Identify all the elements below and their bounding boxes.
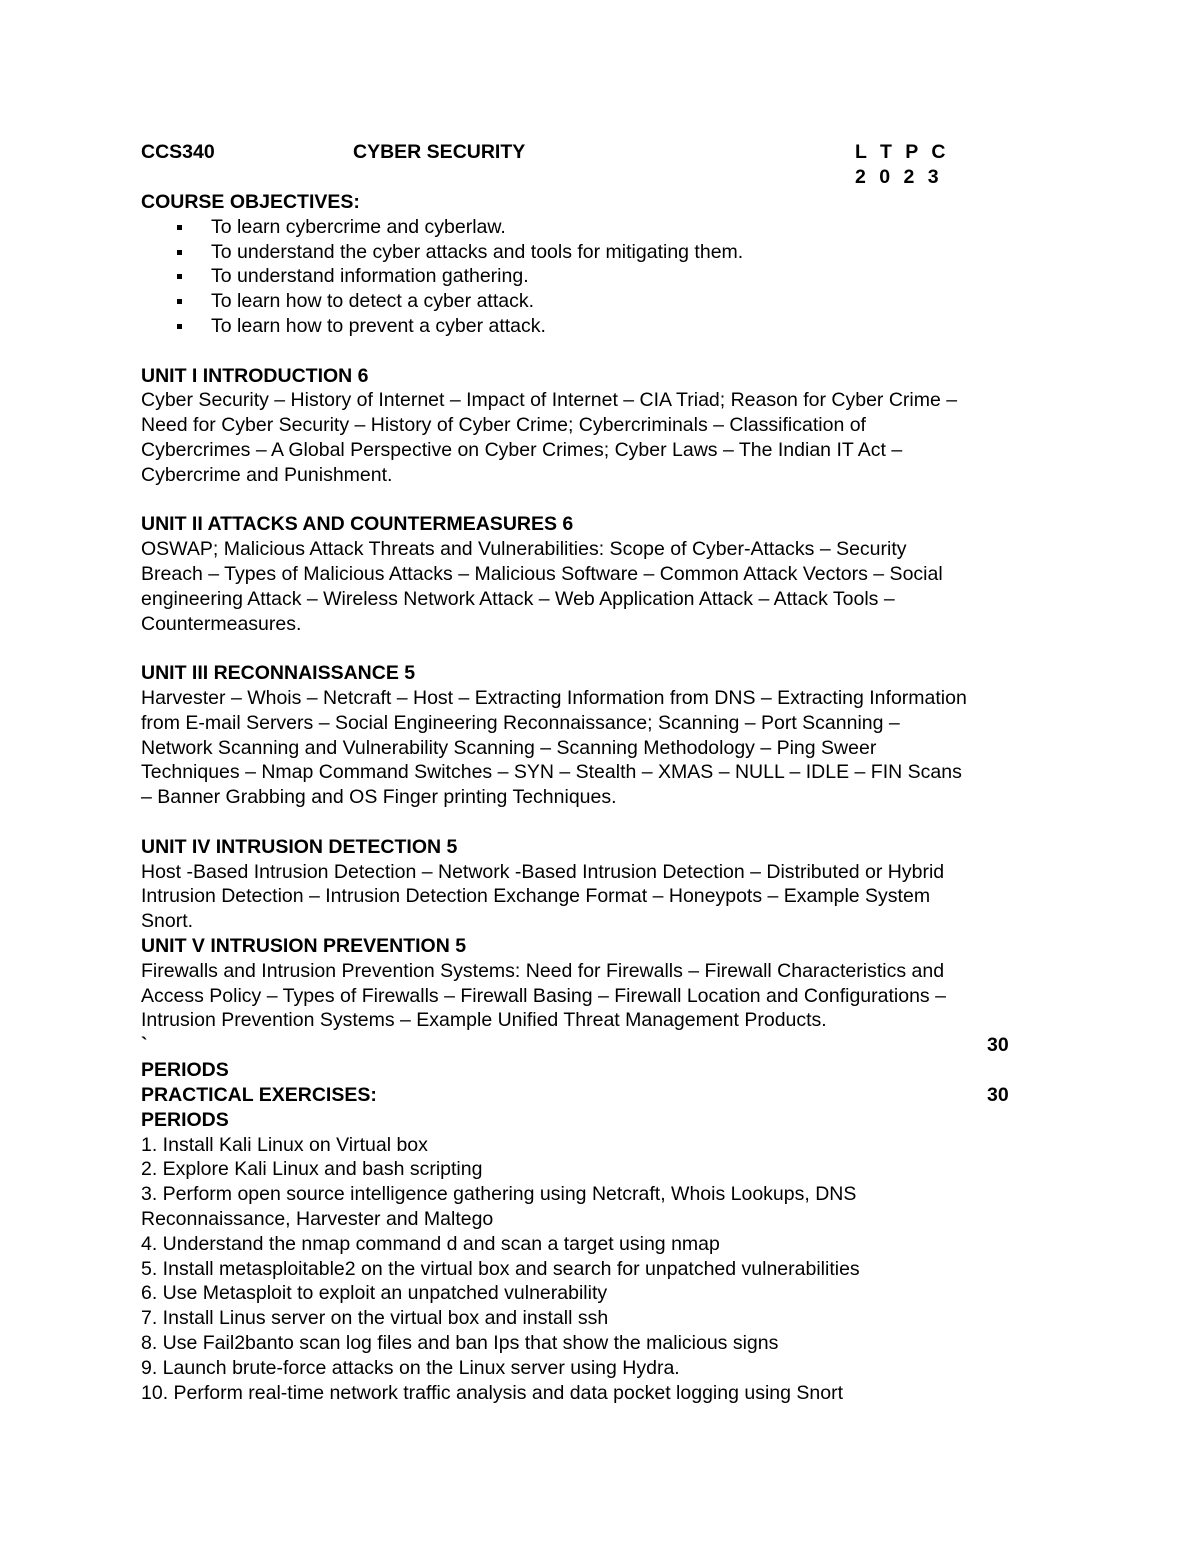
practical-heading-row bbox=[141, 1083, 1066, 1108]
unit-heading: UNIT I INTRODUCTION 6 bbox=[141, 364, 369, 387]
objective-item bbox=[141, 215, 1066, 240]
unit-line: Cybercrime and Punishment. bbox=[141, 463, 393, 486]
unit-line: Firewalls and Intrusion Prevention Systems: Need for Firewalls – Firewall Characteristics and bbox=[141, 959, 945, 982]
course-title: CYBER SECURITY bbox=[353, 141, 526, 163]
objective-item bbox=[141, 240, 1066, 265]
exercise-item: 6. Use Metasploit to exploit an unpatched vulnerability bbox=[141, 1282, 608, 1305]
objective-item bbox=[141, 314, 1066, 339]
exercise-item: 7. Install Linus server on the virtual box and install ssh bbox=[141, 1307, 609, 1330]
practical-heading: PRACTICAL EXERCISES: bbox=[141, 1083, 377, 1106]
objective-item bbox=[141, 264, 1066, 289]
unit-line: Network Scanning and Vulnerability Scanning – Scanning Methodology – Ping Sweer bbox=[141, 736, 877, 759]
exercise-item: 3. Perform open source intelligence gathering using Netcraft, Whois Lookups, DNS bbox=[141, 1183, 857, 1206]
exercise-item: 8. Use Fail2banto scan log files and ban Ips that show the malicious signs bbox=[141, 1332, 779, 1355]
unit-line: Snort. bbox=[141, 910, 194, 933]
practical-periods-label: PERIODS bbox=[141, 1108, 229, 1131]
unit-5 bbox=[141, 934, 1066, 1033]
unit-line: Cybercrimes – A Global Perspective on Cyber Crimes; Cyber Laws – The Indian IT Act – bbox=[141, 438, 903, 461]
unit-heading: UNIT V INTRUSION PREVENTION 5 bbox=[141, 934, 467, 957]
practical-periods-count: 30 bbox=[987, 1083, 1009, 1106]
objective-text: To learn cybercrime and cyberlaw. bbox=[211, 215, 506, 238]
unit-line: Harvester – Whois – Netcraft – Host – Extracting Information from DNS – Extracting Information bbox=[141, 686, 967, 709]
objectives-list bbox=[141, 215, 1066, 339]
objective-item bbox=[141, 289, 1066, 314]
unit-2 bbox=[141, 512, 1066, 636]
exercise-item: 10. Perform real-time network traffic analysis and data pocket logging using Snort bbox=[141, 1381, 843, 1404]
bullet-icon bbox=[177, 225, 182, 230]
bullet-icon bbox=[177, 274, 182, 279]
unit-1 bbox=[141, 364, 1066, 488]
ltpc-label: L T P C bbox=[855, 141, 950, 163]
unit-3 bbox=[141, 661, 1066, 810]
unit-line: Intrusion Prevention Systems – Example Unified Threat Management Products. bbox=[141, 1009, 827, 1032]
unit-line: – Banner Grabbing and OS Finger printing Techniques. bbox=[141, 786, 617, 809]
unit-line: Countermeasures. bbox=[141, 612, 302, 635]
unit-line: from E-mail Servers – Social Engineering Reconnaissance; Scanning – Port Scanning – bbox=[141, 711, 900, 734]
theory-periods-count: 30 bbox=[987, 1034, 1009, 1057]
credits-values: 2 0 2 3 bbox=[855, 166, 943, 188]
bullet-icon bbox=[177, 299, 182, 304]
unit-line: Techniques – Nmap Command Switches – SYN – Stealth – XMAS – NULL – IDLE – FIN Scans bbox=[141, 761, 962, 784]
unit-heading: UNIT II ATTACKS AND COUNTERMEASURES 6 bbox=[141, 513, 574, 536]
objective-text: To learn how to prevent a cyber attack. bbox=[211, 314, 546, 337]
unit-line: Host -Based Intrusion Detection – Network -Based Intrusion Detection – Distributed or Hybrid bbox=[141, 860, 945, 883]
exercise-item: 5. Install metasploitable2 on the virtual box and search for unpatched vulnerabilities bbox=[141, 1257, 860, 1280]
unit-line: Intrusion Detection – Intrusion Detection Exchange Format – Honeypots – Example System bbox=[141, 885, 931, 908]
backtick-mark: ` bbox=[141, 1034, 148, 1057]
exercise-item: 2. Explore Kali Linux and bash scripting bbox=[141, 1158, 483, 1181]
exercise-item: 1. Install Kali Linux on Virtual box bbox=[141, 1133, 428, 1156]
course-header bbox=[141, 140, 1066, 165]
unit-line: OSWAP; Malicious Attack Threats and Vulnerabilities: Scope of Cyber-Attacks – Security bbox=[141, 538, 907, 561]
unit-line: Cyber Security – History of Internet – Impact of Internet – CIA Triad; Reason for Cyber Crime – bbox=[141, 389, 958, 412]
theory-periods-row bbox=[141, 1033, 1066, 1058]
objective-text: To understand the cyber attacks and tools for mitigating them. bbox=[211, 240, 744, 263]
course-code: CCS340 bbox=[141, 141, 215, 163]
syllabus-content bbox=[141, 140, 1066, 1405]
objectives-heading: COURSE OBJECTIVES: bbox=[141, 191, 360, 213]
unit-4 bbox=[141, 835, 1066, 934]
bullet-icon bbox=[177, 250, 182, 255]
practical-exercise-list bbox=[141, 1133, 1066, 1406]
bullet-icon bbox=[177, 324, 182, 329]
objective-text: To understand information gathering. bbox=[211, 265, 529, 288]
unit-line: engineering Attack – Wireless Network Attack – Web Application Attack – Attack Tools – bbox=[141, 587, 895, 610]
theory-periods-label: PERIODS bbox=[141, 1059, 229, 1082]
exercise-item: 4. Understand the nmap command d and scan a target using nmap bbox=[141, 1232, 720, 1255]
objective-text: To learn how to detect a cyber attack. bbox=[211, 290, 535, 313]
exercise-item: 9. Launch brute-force attacks on the Linux server using Hydra. bbox=[141, 1356, 680, 1379]
unit-line: Access Policy – Types of Firewalls – Firewall Basing – Firewall Location and Configurations – bbox=[141, 984, 946, 1007]
exercise-item: Reconnaissance, Harvester and Maltego bbox=[141, 1208, 494, 1231]
credits-row bbox=[141, 165, 1066, 190]
unit-heading: UNIT IV INTRUSION DETECTION 5 bbox=[141, 835, 458, 858]
unit-line: Breach – Types of Malicious Attacks – Malicious Software – Common Attack Vectors – Social bbox=[141, 562, 943, 585]
unit-line: Need for Cyber Security – History of Cyber Crime; Cybercriminals – Classification of bbox=[141, 414, 866, 437]
unit-heading: UNIT III RECONNAISSANCE 5 bbox=[141, 662, 416, 685]
